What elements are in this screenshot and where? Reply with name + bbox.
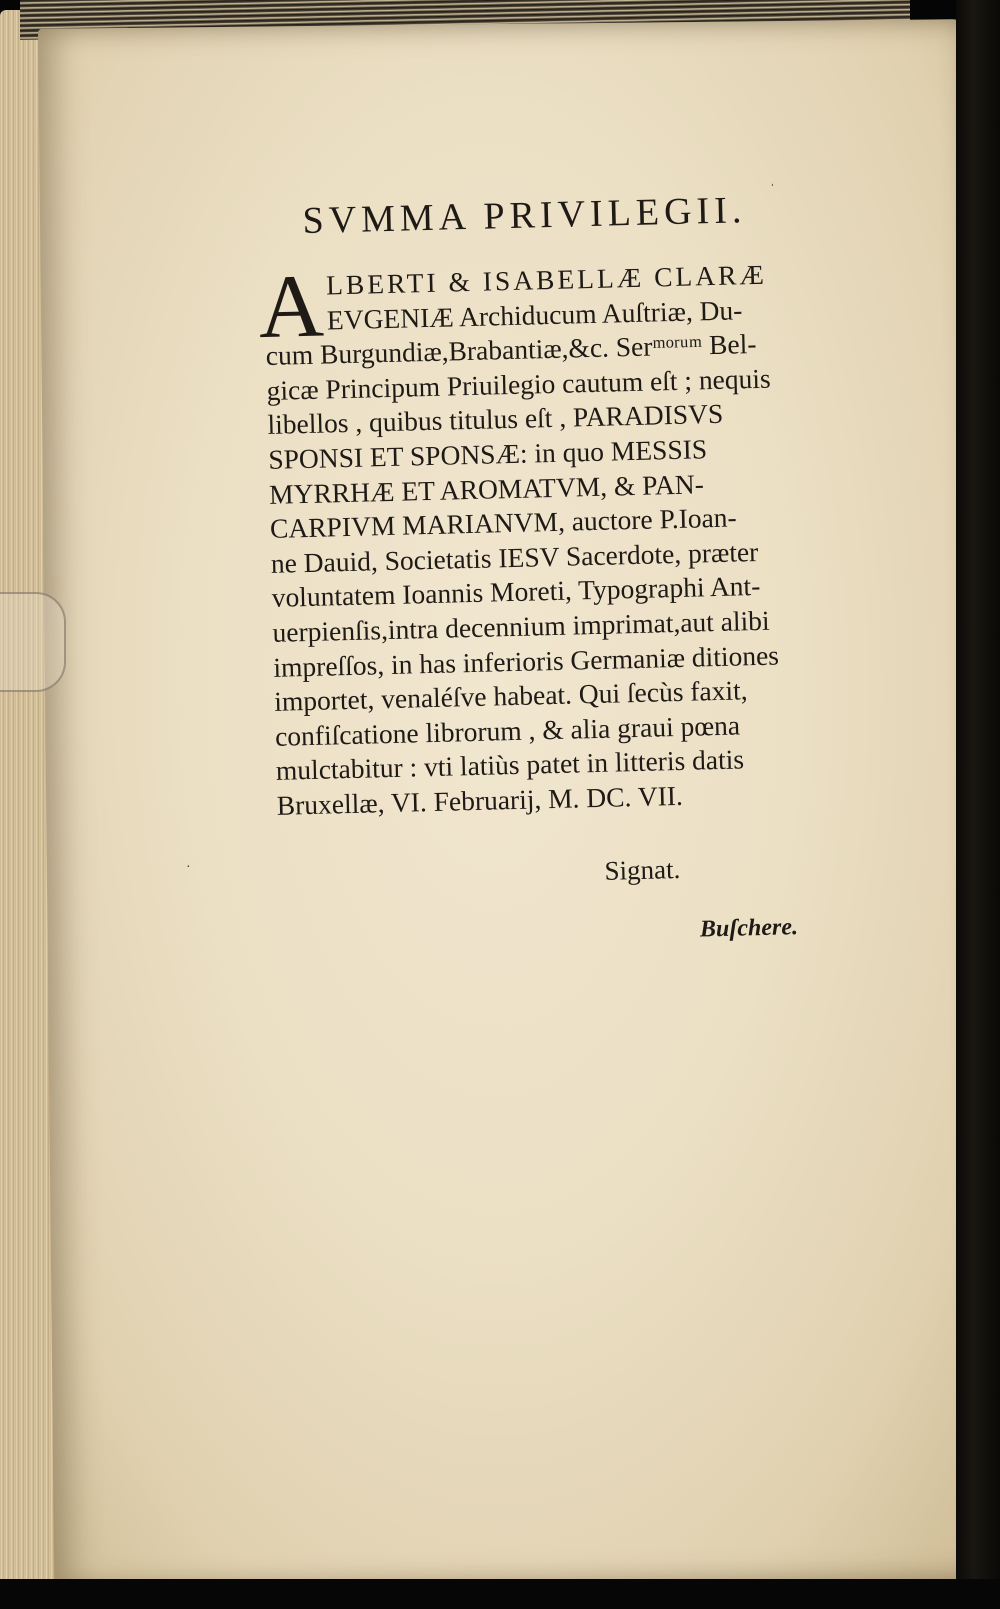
text-line: voluntatem Ioannis Moreti, Typographi Ant- xyxy=(271,570,761,614)
text-line: MYRRHÆ ET AROMATVM, & PAN- xyxy=(268,467,705,510)
drop-cap: A xyxy=(257,256,325,358)
text-line: LBERTI & ISABELLÆ CLARÆ xyxy=(325,258,768,301)
text-line: SPONSI ET SPONSÆ: in quo MESSIS xyxy=(267,433,708,475)
ink-speck: ˌ xyxy=(770,172,775,187)
bottom-background xyxy=(0,1579,1000,1609)
text-line: impreſſos, in has inferioris Germaniæ ditiones xyxy=(273,639,780,683)
text-line: gicæ Principum Priuilegio cautum eſt ; nequis xyxy=(266,362,771,406)
privilege-body xyxy=(257,255,887,823)
text-line: importet, venaléſve habeat. Qui ſecùs faxit, xyxy=(273,674,748,717)
signat-label: Signat. xyxy=(604,853,681,886)
page-title: SVMMA PRIVILEGII. xyxy=(302,189,747,243)
text-line: uerpienſis,intra decennium imprimat,aut alibi xyxy=(272,604,770,648)
text-line: EVGENIÆ Archiducum Auſtriæ, Du- xyxy=(326,293,743,336)
text-line: cum Burgundiæ,Brabantiæ,&c. Serᵐᵒʳᵘᵐ Bel- xyxy=(265,328,757,372)
right-background xyxy=(956,0,1000,1609)
page-clip xyxy=(0,592,66,692)
text-line: confiſcatione librorum , & alia graui pœna xyxy=(274,709,741,752)
text-line: libellos , quibus titulus eſt , PARADISVS xyxy=(267,398,724,441)
text-line: Bruxellæ, VI. Februarij, M. DC. VII. xyxy=(276,779,684,821)
text-line: mulctabitur : vti latiùs patet in litteris datis xyxy=(275,743,745,787)
ink-speck: · xyxy=(186,860,191,875)
text-line: CARPIVM MARIANVM, auctore P.Ioan- xyxy=(269,501,737,545)
privilege-text-block xyxy=(257,185,890,953)
text-line: ne Dauid, Societatis IESV Sacerdote, præter xyxy=(270,535,759,579)
signature: Buſchere. xyxy=(699,913,799,943)
